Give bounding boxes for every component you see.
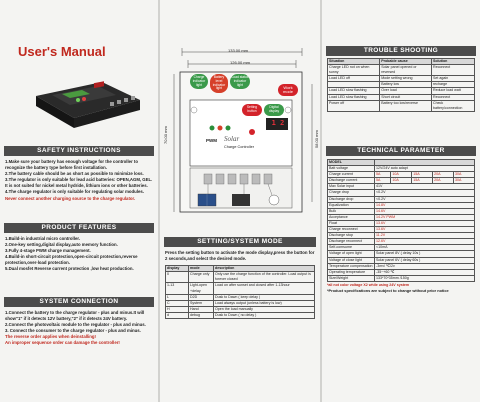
tech-param: Voltage of open light	[328, 251, 375, 257]
mode-name: Hand	[189, 306, 214, 312]
label-digital-display: Digital display	[264, 104, 284, 116]
mode-display: d	[166, 312, 189, 318]
dim-width-outer: 133.00 mm	[228, 48, 249, 53]
mode-name: D2D	[189, 294, 214, 300]
label-work-mode: Work mode	[278, 84, 298, 96]
trouble-row	[328, 100, 475, 111]
mode-desc: Dusk to Dawn ( keep delay )	[214, 294, 315, 300]
trouble-table	[327, 58, 475, 112]
tech-value: 15A	[412, 178, 433, 184]
manual-title: User's Manual	[18, 44, 106, 59]
safety-line-4: It is not suited for nickel metal hydride, lithium ions or other batteries.	[5, 183, 148, 189]
connection-line-3: 3. Connect the consumer to the charge regulator - plus and minus.	[5, 328, 141, 334]
trouble-cause: Mode setting wrong	[380, 76, 432, 82]
tech-row	[328, 275, 475, 281]
column-left	[0, 0, 158, 402]
mode-col-mode: mode	[189, 266, 214, 272]
feature-line-1: 1.Build-in industrial micro controller.	[5, 236, 80, 241]
mode-display: C	[166, 300, 189, 306]
tech-param: Operating temperature	[328, 269, 375, 275]
trouble-col-situation: Situation	[328, 59, 380, 65]
tech-value: 10A	[391, 172, 412, 178]
label-load-indicator: Load status indicator light	[230, 74, 250, 89]
safety-heading: SAFETY INSTRUCTIONS	[4, 146, 154, 156]
mode-name: debug	[189, 312, 214, 318]
connection-warning-2: An improper sequence order can damage the controller!	[5, 340, 120, 346]
tech-value: 15A	[412, 172, 433, 178]
tech-value: 20A	[433, 178, 454, 184]
trouble-situation: Load LED off	[328, 76, 380, 82]
tech-value: <0.2V	[375, 196, 475, 202]
trouble-cause: Battery too low/reverse	[380, 100, 432, 111]
trouble-col-solution: Solution	[431, 59, 474, 65]
trouble-heading: TROUBLE SHOOTING	[326, 46, 476, 56]
mode-desc: Load always output (unless battery is low)	[214, 300, 315, 306]
tech-param: Equalization	[328, 202, 375, 208]
mode-desc: Load on after sunset and closed after 1-13hour	[214, 283, 315, 294]
tech-model-label: MODEL	[328, 160, 375, 166]
tech-param: Max Solar input	[328, 184, 375, 190]
tech-value: 5A	[375, 178, 391, 184]
trouble-row	[328, 65, 475, 76]
trouble-cause: Solar panel opened or reversed	[380, 65, 432, 76]
label-setting-button: Setting button	[242, 104, 262, 116]
tech-value: -3mv/ ℃/2v	[375, 263, 475, 269]
connection-line-2: 2.Connect the photovoltaic module to the regulator - plus and minus.	[5, 322, 146, 328]
setting-intro: Press the setting button to activate the mode display,press the button for 2 seconds,and select the desired mode.	[165, 250, 315, 262]
tech-value: 30A	[454, 178, 475, 184]
trouble-solution: recharge	[431, 82, 474, 88]
tech-param: Size/Weight	[328, 275, 375, 281]
safety-line-5: 4.The charge regulator is only suitable for regulating solar modules.	[5, 189, 144, 195]
safety-line-3: 3.The regulator is only suitable for lead acid batteries: OPEN,AGM, GEL.	[5, 177, 153, 183]
tech-value: Solar panel 6V ( delay 60s )	[375, 257, 475, 263]
dimension-diagram	[160, 44, 320, 224]
dim-height-right: 58.00 mm	[314, 130, 319, 148]
mode-name: Charge only	[189, 272, 214, 283]
mode-display: 0	[166, 272, 189, 283]
column-middle	[160, 0, 320, 402]
tech-heading: TECHNICAL PARAMETER	[326, 146, 476, 156]
tech-value: 30A	[454, 172, 475, 178]
mode-row	[166, 272, 315, 283]
label-charge-indicator: Charge indicator light	[190, 74, 208, 89]
label-battery-indicator: Battery level indicator light	[210, 74, 228, 93]
tech-param: Acceptance	[328, 214, 375, 220]
diagram-model: PWM	[206, 138, 217, 143]
mode-name: Light-open +delay	[189, 283, 214, 294]
tech-value: 10A	[391, 178, 412, 184]
safety-warning: Never connect another charging source to the charge regulator.	[5, 195, 136, 201]
trouble-solution: Set again	[431, 76, 474, 82]
tech-value: 14.8V	[375, 202, 475, 208]
tech-param: Charge drop	[328, 190, 375, 196]
tech-value: 14.6V	[375, 208, 475, 214]
feature-line-3: 3.Fully 4-stage PWM charge management.	[5, 248, 91, 254]
tech-param: Bulk	[328, 208, 375, 214]
mode-name: System	[189, 300, 214, 306]
trouble-situation: Power off	[328, 100, 380, 111]
mode-display: 1-13	[166, 283, 189, 294]
trouble-situation: Load LED slow flashing	[328, 94, 380, 100]
mode-display: H	[166, 306, 189, 312]
tech-value: 13.6V	[375, 227, 475, 233]
mode-col-description: description	[214, 266, 315, 272]
trouble-cause: Short circuit	[380, 94, 432, 100]
trouble-cause: Over load	[380, 88, 432, 94]
trouble-solution: Reduce load watt	[431, 88, 474, 94]
tech-value: 11.2V	[375, 233, 475, 239]
tech-param: Discharge stop	[328, 233, 375, 239]
trouble-solution: Reconnect	[431, 65, 474, 76]
tech-note-specs: *Product specifications are subject to change without prior notice	[327, 287, 449, 293]
digital-screen: 1 2	[271, 119, 285, 127]
tech-value: <10mA	[375, 245, 475, 251]
feature-line-2: 2.One-key setting,digital display,auto memory function.	[5, 242, 118, 248]
dim-width-inner: 126.00 mm	[230, 60, 251, 65]
trouble-situation: Charge LED not on when sunny	[328, 65, 380, 76]
tech-param: Discharge reconnect	[328, 239, 375, 245]
connection-line-1: 1.Connect the battery to the charge regulator - plus and minus.It will show"1" if it detects 12V battery,"2" if it detects 24V battery.	[5, 310, 145, 322]
mode-table	[165, 265, 315, 319]
tech-value: Solar panel 8V ( delay 10s )	[375, 251, 475, 257]
tech-param: Discharge current	[328, 178, 375, 184]
tech-value: 13.6V	[375, 220, 475, 226]
tech-value: 133*70*35mm /150g	[375, 275, 475, 281]
tech-value: -35~+60 ℃	[375, 269, 475, 275]
mode-row	[166, 312, 315, 318]
tech-value: 5A	[375, 172, 391, 178]
trouble-situation: Load LED slow flashing	[328, 88, 380, 94]
tech-note-24v: *all not color voltage X2 while using 24V system	[327, 282, 410, 287]
mode-desc: Only use the charge function of the controller. Load output is forever closed	[214, 272, 315, 283]
tech-table	[327, 159, 475, 282]
setting-heading: SETTING/SYSTEM MODE	[164, 237, 316, 247]
tech-param: Discharge drop	[328, 196, 375, 202]
tech-value: 14.2V PWM	[375, 214, 475, 220]
tech-param: Self-comsume	[328, 245, 375, 251]
tech-value: 12.6V	[375, 239, 475, 245]
trouble-col-cause: Probable cause	[380, 59, 432, 65]
tech-value: 12V/24V auto adapt	[375, 166, 475, 172]
mode-col-display: display	[166, 266, 189, 272]
tech-param: Voltage of close light	[328, 257, 375, 263]
trouble-solution: Reconnect	[431, 94, 474, 100]
tech-param: Batt voltage	[328, 166, 375, 172]
safety-line-2: 2.The battery cable should be as short as possible to minimize loss.	[5, 171, 144, 177]
mode-display: L	[166, 294, 189, 300]
tech-param: Charge reconnect	[328, 227, 375, 233]
tech-param: Charge current	[328, 172, 375, 178]
mode-row	[166, 283, 315, 294]
mode-desc: Dusk to Down ( no delay )	[214, 312, 315, 318]
dim-height-left: 70.00 mm	[163, 126, 168, 144]
diagram-subtitle: Charge Controller	[224, 145, 254, 149]
trouble-cause: Battery low	[380, 82, 432, 88]
features-heading: PRODUCT FEATURES	[4, 223, 154, 233]
connection-warning-1: The reverse order applies when deinstalling!	[5, 334, 96, 340]
tech-param: Temperature compensation	[329, 263, 373, 268]
mode-desc: Open the load manually	[214, 306, 315, 312]
feature-line-4: 4.Build-in short-circuit protection,open-circuit protection,reverse protection,over-load protection.	[5, 254, 138, 266]
feature-line-5: 5.Dual mosfet Reverse current protection ,low heat production.	[5, 266, 134, 272]
trouble-solution: Check battery/connection	[431, 100, 474, 111]
column-right	[322, 0, 480, 402]
tech-param: Float	[328, 220, 375, 226]
diagram-brand: Solar	[224, 135, 240, 143]
tech-value: 41V	[375, 184, 475, 190]
tech-value: 20A	[433, 172, 454, 178]
controller-image	[32, 78, 144, 130]
connection-heading: SYSTEM CONNECTION	[4, 297, 154, 307]
safety-line-1: 1.Make sure your battery has enough voltage for the controller to recognize the battery type before first installation.	[5, 159, 138, 171]
tech-value: <0.2V	[375, 190, 475, 196]
